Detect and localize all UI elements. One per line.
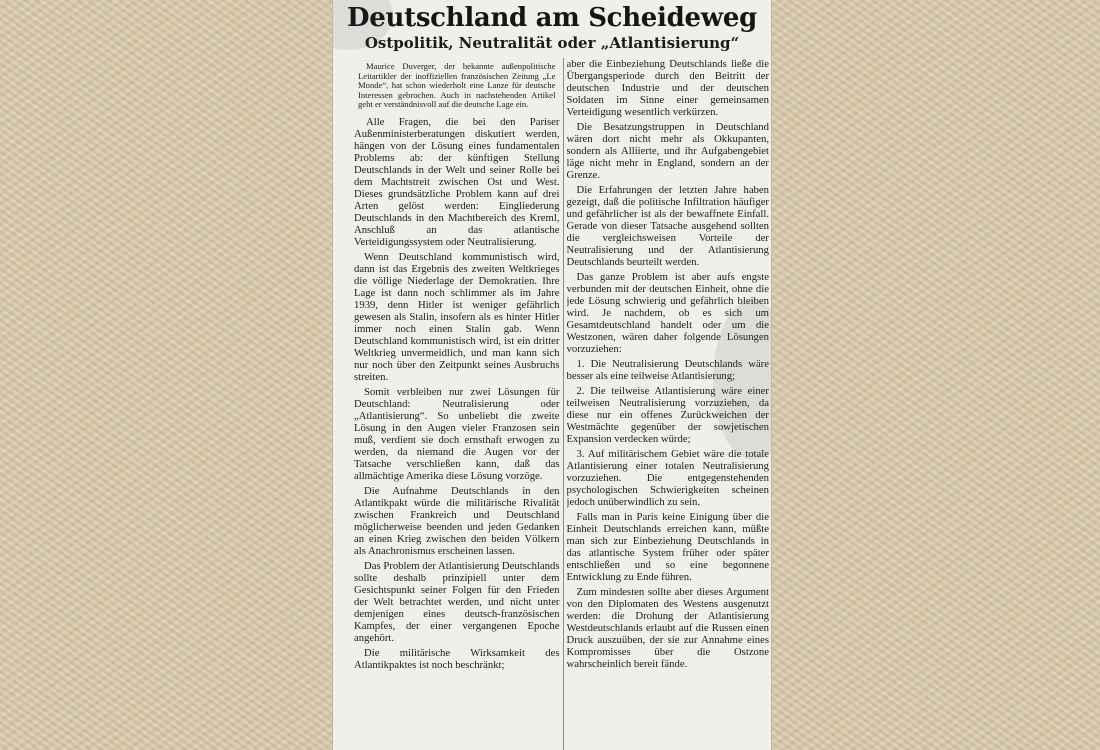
article-header (333, 0, 771, 52)
right-paragraph: Die Erfahrungen der letzten Jahre haben gezeigt, daß die politische Infiltration häufiger und gefährlicher ist als der bewaffnete Einfall. Gerade von dieser Tatsache ausgehend sollten die vergleichsweisen Vorteile der Neutralisierung und der Atlantisierung Deutschlands beurteilt werden. (566, 184, 769, 268)
right-paragraph: Die Besatzungstruppen in Deutschland wären dort nicht mehr als Okkupanten, sondern als Alliierte, und ihr Aufgabengebiet läge nicht mehr in England, sondern an der Grenze. (566, 121, 769, 181)
left-column (354, 58, 560, 750)
right-paragraph: 1. Die Neutralisierung Deutschlands wäre besser als eine teilweise Atlantisierung; (566, 358, 769, 382)
right-paragraph: 3. Auf militärischem Gebiet wäre die totale Atlantisierung einer totalen Neutralisierung vorzuziehen. Die entgegenstehenden psychologischen Schwierigkeiten scheinen jedoch unüberwindlich zu sein. (566, 448, 769, 508)
right-paragraph: Das ganze Problem ist aber aufs engste verbunden mit der deutschen Einheit, ohne die jede Lösung schwierig und gefährlich bleiben wird. Je nachdem, ob es sich um Gesamtdeutschland handelt oder um die Westzonen, wären daher folgende Lösungen vorzuziehen: (566, 271, 769, 355)
article-columns (354, 58, 769, 750)
article-title: Deutschland am Scheideweg (347, 3, 757, 33)
left-paragraph: Das Problem der Atlantisierung Deutschlands sollte deshalb prinzipiell unter dem Gesichtspunkt seiner Folgen für den Frieden der Welt betrachtet werden, und nicht unter demjenigen eines deutsch-französischen Kampfes, der einer vergangenen Epoche angehört. (354, 559, 560, 644)
left-paragraph: Alle Fragen, die bei den Pariser Außenministerberatungen diskutiert werden, hängen von der Lösung eines fundamentalen Problems ab: der künftigen Stellung Deutschlands in der Welt und seiner Rolle bei dem Machtstreit zwischen Ost und West. Dieses grundsätzliche Problem kann auf drei Arten gelöst werden: Eingliederung Deutschlands in den Machtbereich des Kreml, Anschluß an das atlantische Verteidigungssystem oder Neutralisierung. (354, 115, 560, 248)
right-paragraph: aber die Einbeziehung Deutschlands ließe die Übergangsperiode durch den Beitritt der deutschen Industrie und der deutschen Soldaten im Sinne einer gemeinsamen Verteidigung wesentlich verkürzen. (566, 58, 769, 118)
right-paragraph: Zum mindesten sollte aber dieses Argument von den Diplomaten des Westens ausgenutzt werden: die Drohung der Atlantisierung Westdeutschlands erlaubt auf die Russen einen Druck auszuüben, der sie zur Annahme eines Kompromisses über die Ostzone wahrscheinlich bereit fände. (566, 586, 769, 670)
left-paragraph: Wenn Deutschland kommunistisch wird, dann ist das Ergebnis des zweiten Weltkrieges die völlige Niederlage der Demokratien. Ihre Lage ist dann noch schlimmer als im Jahre 1939, denn Hitler ist weniger gefährlich gewesen als Stalin, insofern als es hinter Hitler immer noch einen Stalin gab. Wenn Deutschland kommunistisch wird, ist ein dritter Weltkrieg unvermeidlich, und man kann sich nur noch über den Zeitpunkt seines Ausbruchs streiten. (354, 250, 560, 383)
right-column (567, 58, 770, 750)
left-paragraph: Die Aufnahme Deutschlands in den Atlantikpakt würde die militärische Rivalität zwischen Frankreich und Deutschland möglicherweise beenden und jeden Gedanken an einen Krieg zwischen den beiden Völkern als Anachronismus erscheinen lassen. (354, 484, 560, 557)
left-paragraph: Die militärische Wirksamkeit des Atlantikpaktes ist noch beschränkt; (354, 646, 560, 671)
right-paragraph: 2. Die teilweise Atlantisierung wäre einer teilweisen Neutralisierung vorzuziehen, da diese nur ein offenes Zurückweichen der Westmächte gegenüber der sowjetischen Expansion verdecken würde; (566, 385, 769, 445)
column-divider (563, 58, 564, 750)
left-paragraph: Somit verbleiben nur zwei Lösungen für Deutschland: Neutralisierung oder „Atlantisierung“. So unbeliebt die zweite Lösung in den Augen vieler Franzosen sein muß, verdient sie doch ernsthaft erwogen zu werden, da niemand die Augen vor der Tatsache verschließen kann, daß das allmächtige Amerika diese Lösung vorzöge. (354, 385, 560, 482)
article-intro: Maurice Duverger, der bekannte außenpolitische Leitartikler der inoffiziellen französischen Zeitung „Le Monde“, hat schon wiederholt eine Lanze für deutsche Interessen gebrochen. Auch in nachstehenden Artikel geht er verständnisvoll auf die deutsche Lage ein. (358, 61, 556, 110)
newspaper-clipping (333, 0, 771, 750)
article-subtitle: Ostpolitik, Neutralität oder „Atlantisierung“ (364, 34, 740, 52)
right-paragraph: Falls man in Paris keine Einigung über die Einheit Deutschlands erreichen kann, müßte man sich zur Einbeziehung Deutschlands in das atlantische System früher oder später entschließen und so eine begonnene Entwicklung zu Ende führen. (566, 511, 769, 583)
